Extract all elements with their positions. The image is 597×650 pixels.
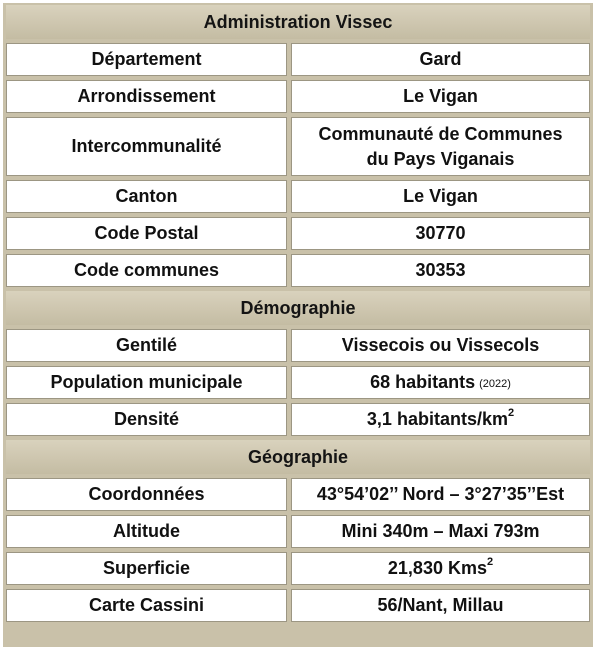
table-row [6, 589, 590, 622]
row-value [291, 552, 590, 585]
row-value: Le Vigan [291, 180, 590, 213]
row-value: Le Vigan [291, 80, 590, 113]
row-label: Département [6, 43, 287, 76]
table-row [6, 515, 590, 548]
density-value: 3,1 habitants/km [366, 409, 508, 429]
row-value: Communauté de Communes du Pays Viganais [291, 117, 590, 176]
row-value: Mini 340m – Maxi 793m [291, 515, 590, 548]
table-row [6, 117, 590, 176]
area-value: 21,830 Kms [387, 558, 487, 578]
row-value: 43°54’02’’ Nord – 3°27’35’’Est [291, 478, 590, 511]
table-row [6, 552, 590, 585]
table-row [6, 329, 590, 362]
section-title: Géographie [247, 446, 349, 467]
row-label: Code Postal [6, 217, 287, 250]
row-value [291, 366, 590, 399]
table-row [6, 254, 590, 287]
row-label: Carte Cassini [6, 589, 287, 622]
row-label: Intercommunalité [6, 117, 287, 176]
row-label: Coordonnées [6, 478, 287, 511]
table-row [6, 180, 590, 213]
row-value: 56/Nant, Millau [291, 589, 590, 622]
row-value: Vissecois ou Vissecols [291, 329, 590, 362]
table-row [6, 43, 590, 76]
row-value: 30353 [291, 254, 590, 287]
table-row [6, 403, 590, 436]
density-exponent: 2 [507, 407, 515, 419]
info-table [3, 3, 593, 647]
population-year-note: (2022) [479, 378, 511, 390]
row-label: Canton [6, 180, 287, 213]
section-title: Démographie [240, 297, 356, 318]
table-row [6, 217, 590, 250]
row-label: Arrondissement [6, 80, 287, 113]
area-exponent: 2 [486, 556, 494, 568]
section-header-geographie [6, 440, 590, 474]
row-label: Population municipale [6, 366, 287, 399]
table-row [6, 80, 590, 113]
population-value: 68 habitants [370, 372, 476, 392]
row-label: Superficie [6, 552, 287, 585]
row-label: Altitude [6, 515, 287, 548]
row-label: Densité [6, 403, 287, 436]
row-label: Code communes [6, 254, 287, 287]
table-row [6, 478, 590, 511]
row-value [291, 403, 590, 436]
section-header-administration [6, 5, 590, 39]
row-label: Gentilé [6, 329, 287, 362]
row-value: Gard [291, 43, 590, 76]
section-header-demographie [6, 291, 590, 325]
row-value: 30770 [291, 217, 590, 250]
section-title: Administration Vissec [203, 11, 393, 32]
table-row [6, 366, 590, 399]
